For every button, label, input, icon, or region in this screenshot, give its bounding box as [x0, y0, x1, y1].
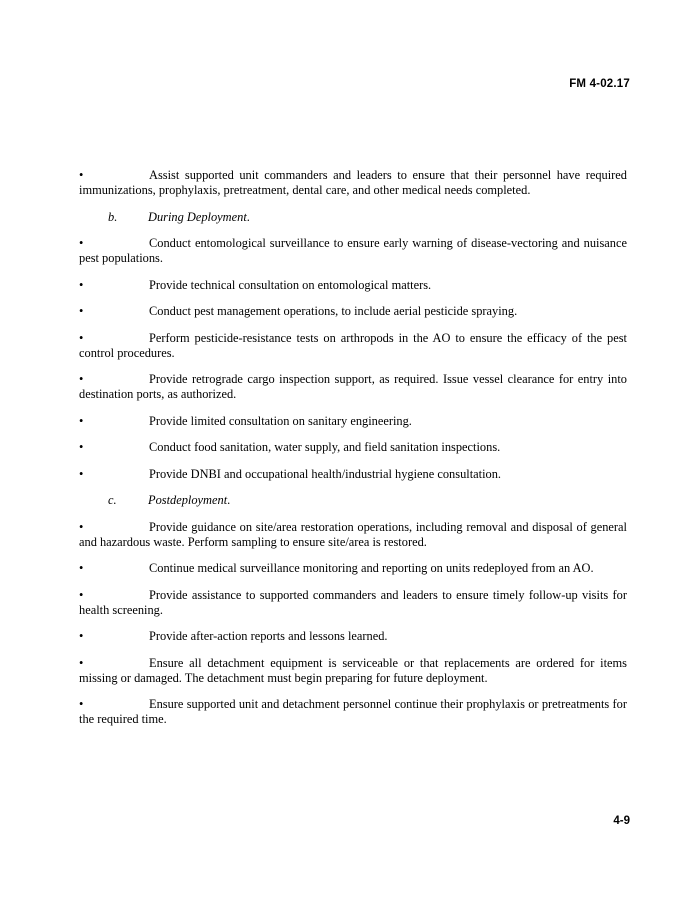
- bullet-icon: •: [79, 372, 84, 386]
- bullet-text: Provide assistance to supported commanders and leaders to ensure timely follow-up visits for health screening.: [79, 587, 627, 617]
- bullet-paragraph: [79, 561, 627, 576]
- page-number: 4-9: [613, 815, 630, 827]
- bullet-paragraph: [79, 414, 627, 429]
- bullet-paragraph: [79, 372, 627, 402]
- subsection-heading: [79, 210, 627, 225]
- subsection-title: During Deployment: [148, 209, 247, 224]
- subsection-trailing-punctuation: .: [227, 493, 231, 507]
- bullet-paragraph: [79, 629, 627, 644]
- subsection-title: Postdeployment: [148, 493, 228, 507]
- subsection-letter: c.: [108, 493, 117, 507]
- subsection-heading: [79, 493, 627, 508]
- bullet-icon: •: [79, 413, 84, 428]
- bullet-text: Provide technical consultation on entomological matters.: [149, 277, 432, 292]
- bullet-text: Conduct food sanitation, water supply, and field sanitation inspections.: [149, 440, 501, 454]
- bullet-paragraph: [79, 168, 627, 198]
- bullet-text: Ensure all detachment equipment is serviceable or that replacements are ordered for items missing or damaged. The detachment must begin preparing for future deployment.: [79, 655, 627, 685]
- subsection-letter: b.: [108, 209, 118, 224]
- bullet-icon: •: [79, 440, 84, 454]
- bullet-text: Provide retrograde cargo inspection support, as required. Issue vessel clearance for entry into destination ports, as authorized.: [79, 372, 627, 401]
- bullet-icon: •: [79, 655, 84, 670]
- bullet-text: Provide limited consultation on sanitary engineering.: [149, 413, 412, 428]
- bullet-paragraph: [79, 278, 627, 293]
- bullet-icon: •: [79, 330, 84, 345]
- bullet-text: Conduct pest management operations, to include aerial pesticide spraying.: [149, 304, 518, 318]
- bullet-text: Perform pesticide-resistance tests on arthropods in the AO to ensure the efficacy of the pest control procedures.: [79, 330, 627, 360]
- bullet-paragraph: [79, 440, 627, 455]
- bullet-text: Conduct entomological surveillance to ensure early warning of disease-vectoring and nuisance pest populations.: [79, 236, 627, 265]
- bullet-icon: •: [79, 561, 84, 575]
- document-body: [79, 168, 627, 739]
- bullet-paragraph: [79, 520, 627, 550]
- bullet-icon: •: [79, 277, 84, 292]
- bullet-paragraph: [79, 656, 627, 686]
- bullet-paragraph: [79, 467, 627, 482]
- bullet-icon: •: [79, 587, 84, 602]
- document-header-id: FM 4-02.17: [569, 78, 630, 90]
- subsection-trailing-punctuation: .: [246, 209, 250, 224]
- bullet-paragraph: [79, 331, 627, 361]
- bullet-text: Provide guidance on site/area restoration operations, including removal and disposal of general and hazardous waste. Perform sampling to ensure site/area is restored.: [79, 519, 627, 549]
- bullet-paragraph: [79, 236, 627, 266]
- bullet-text: Assist supported unit commanders and leaders to ensure that their personnel have required immunizations, prophylaxis, pretreatment, dental care, and other medical needs completed.: [79, 168, 627, 197]
- bullet-icon: •: [79, 466, 84, 481]
- bullet-text: Provide after-action reports and lessons learned.: [149, 629, 388, 643]
- bullet-icon: •: [79, 697, 84, 711]
- bullet-icon: •: [79, 236, 84, 250]
- bullet-paragraph: [79, 697, 627, 727]
- bullet-text: Continue medical surveillance monitoring and reporting on units redeployed from an AO.: [149, 561, 594, 575]
- bullet-icon: •: [79, 168, 84, 182]
- bullet-icon: •: [79, 629, 84, 643]
- bullet-paragraph: [79, 588, 627, 618]
- bullet-icon: •: [79, 519, 84, 534]
- bullet-text: Ensure supported unit and detachment personnel continue their prophylaxis or pretreatments for the required time.: [79, 697, 627, 726]
- bullet-text: Provide DNBI and occupational health/industrial hygiene consultation.: [149, 466, 502, 481]
- bullet-paragraph: [79, 304, 627, 319]
- bullet-icon: •: [79, 304, 84, 318]
